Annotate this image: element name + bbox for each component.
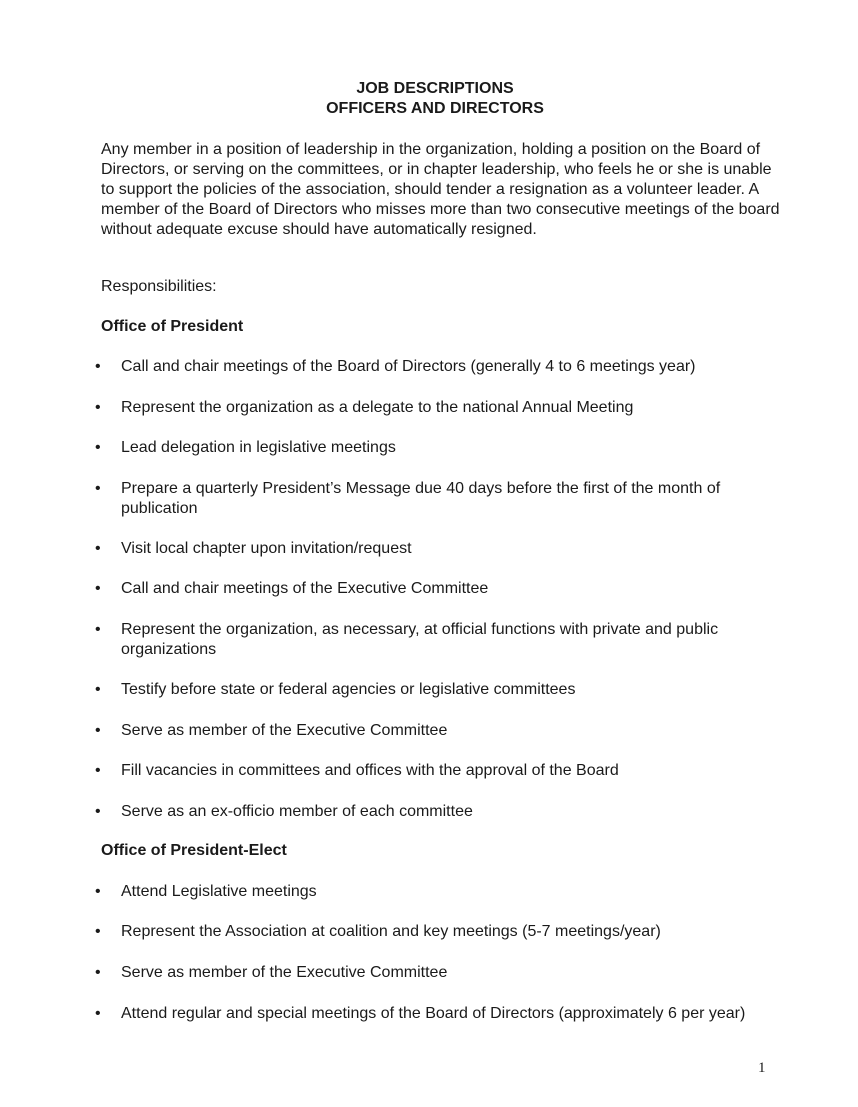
bullet-icon: • bbox=[95, 722, 101, 739]
bullet-icon: • bbox=[95, 621, 101, 638]
section-heading-president: Office of President bbox=[101, 318, 244, 335]
page-number: 1 bbox=[758, 1060, 766, 1076]
bullet-icon: • bbox=[95, 883, 101, 900]
list-item-text: Call and chair meetings of the Executive Committee bbox=[121, 580, 489, 597]
list-item-text: Serve as member of the Executive Committee bbox=[121, 964, 448, 981]
bullet-icon: • bbox=[95, 964, 101, 981]
list-item-text: Call and chair meetings of the Board of Directors (generally 4 to 6 meetings year) bbox=[121, 358, 696, 375]
intro-paragraph: Any member in a position of leadership in the organization, holding a position on the Board of Directors, or serving on the committees, or in chapter leadership, who feels he or she is unable to support the policies of the association, should tender a resignation as a volunteer leader. A member of the Board of Directors who misses more than two consecutive meetings of the board without adequate excuse should have automatically resigned. bbox=[101, 141, 780, 238]
bullet-icon: • bbox=[95, 762, 101, 779]
section-heading-president-elect: Office of President-Elect bbox=[101, 842, 287, 859]
list-item-text: Serve as member of the Executive Committee bbox=[121, 722, 448, 739]
bullet-icon: • bbox=[95, 681, 101, 698]
list-item-text: Visit local chapter upon invitation/request bbox=[121, 540, 412, 557]
bullet-icon: • bbox=[95, 1005, 101, 1022]
bullet-icon: • bbox=[95, 358, 101, 375]
list-item-text: Lead delegation in legislative meetings bbox=[121, 439, 396, 456]
list-item-text: Testify before state or federal agencies or legislative committees bbox=[121, 681, 576, 698]
bullet-icon: • bbox=[95, 399, 101, 416]
bullet-icon: • bbox=[95, 923, 101, 940]
list-item-text: Represent the organization, as necessary, at official functions with private and public organizations bbox=[121, 621, 719, 658]
list-item-text: Represent the Association at coalition and key meetings (5-7 meetings/year) bbox=[121, 923, 661, 940]
list-item-text: Attend Legislative meetings bbox=[121, 883, 317, 900]
bullet-icon: • bbox=[95, 580, 101, 597]
document-subtitle: OFFICERS AND DIRECTORS bbox=[326, 100, 544, 117]
bullet-icon: • bbox=[95, 540, 101, 557]
list-item-text: Represent the organization as a delegate to the national Annual Meeting bbox=[121, 399, 634, 416]
list-item-text: Fill vacancies in committees and offices with the approval of the Board bbox=[121, 762, 619, 779]
list-item-text: Prepare a quarterly President’s Message due 40 days before the first of the month of publication bbox=[121, 480, 721, 517]
responsibilities-label: Responsibilities: bbox=[101, 278, 217, 295]
list-item-text: Attend regular and special meetings of the Board of Directors (approximately 6 per year) bbox=[121, 1005, 746, 1022]
document-title: JOB DESCRIPTIONS bbox=[356, 80, 514, 97]
bullet-icon: • bbox=[95, 439, 101, 456]
list-item-text: Serve as an ex-officio member of each committee bbox=[121, 803, 473, 820]
bullet-icon: • bbox=[95, 803, 101, 820]
bullet-icon: • bbox=[95, 480, 101, 497]
